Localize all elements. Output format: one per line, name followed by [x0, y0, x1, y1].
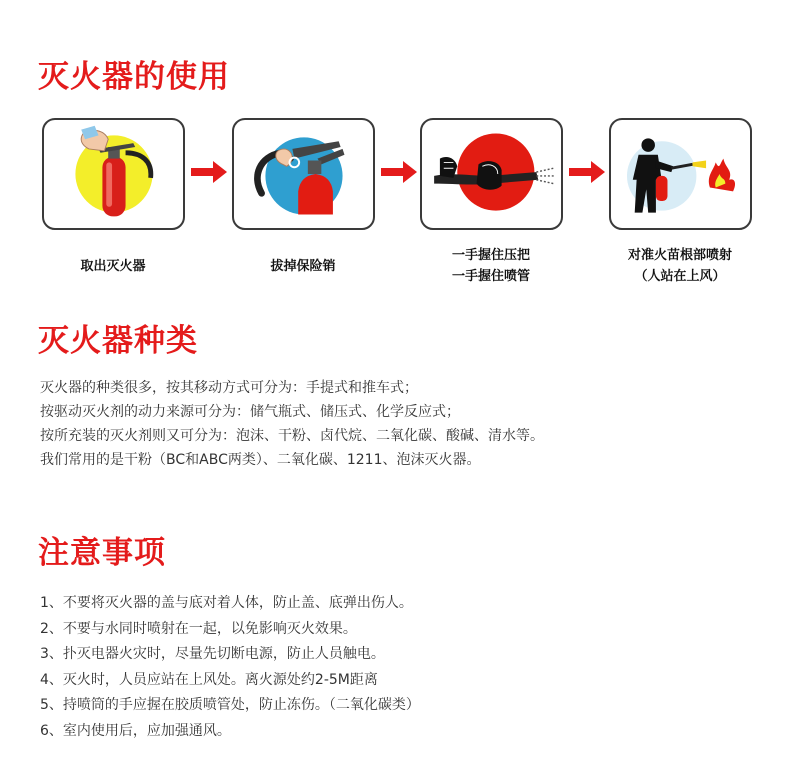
types-section-title: 灭火器种类 [38, 323, 198, 359]
step-spray-image [609, 118, 752, 230]
step-caption-line: 拔掉保险销 [270, 259, 336, 274]
note-item: 4、灭火时，人员应站在上风处。离火源处约2-5M距离 [40, 671, 378, 688]
paragraph-line: 灭火器的种类很多，按其移动方式可分为：手提式和推车式； [40, 380, 418, 396]
next-arrow-icon [379, 160, 419, 184]
step-caption-line: （人站在上风） [634, 269, 726, 284]
step-caption [213, 256, 393, 277]
pull-pin-icon [234, 120, 373, 228]
notes-list [40, 591, 420, 745]
paragraph-line: 按所充装的灭火剂则又可分为：泡沫、干粉、卤代烷、二氧化碳、酸碱、清水等。 [40, 428, 544, 444]
step-caption-line: 一手握住喷管 [451, 269, 530, 284]
step-caption-line: 一手握住压把 [451, 248, 530, 263]
note-item: 2、不要与水同时喷射在一起，以免影响灭火效果。 [40, 620, 357, 637]
step-take-out-image [42, 118, 185, 230]
note-item: 3、扑灭电器火灾时，尽量先切断电源，防止人员触电。 [40, 646, 385, 663]
step-pull-pin-image [232, 118, 375, 230]
next-arrow-icon [189, 160, 229, 184]
next-arrow-icon [567, 160, 607, 184]
notes-section-title: 注意事项 [38, 535, 166, 571]
step-caption [590, 245, 770, 287]
note-item: 1、不要将灭火器的盖与底对着人体，防止盖、底弹出伤人。 [40, 595, 413, 611]
extinguisher-in-hand-icon [44, 120, 183, 228]
step-caption-line: 取出灭火器 [80, 259, 146, 274]
step-caption [401, 245, 581, 287]
types-paragraph [40, 376, 544, 472]
paragraph-line: 我们常用的是干粉（BC和ABC两类）、二氧化碳、1211、泡沫灭火器。 [40, 452, 481, 468]
usage-section-title: 灭火器的使用 [38, 59, 230, 95]
step-caption-line: 对准火苗根部喷射 [627, 248, 732, 263]
step-grip-image [420, 118, 563, 230]
step-caption [23, 256, 203, 277]
note-item: 5、持喷筒的手应握在胶质喷管处，防止冻伤。（二氧化碳类） [40, 697, 420, 714]
grip-nozzle-icon [422, 120, 561, 228]
spray-fire-icon [611, 120, 750, 228]
note-item: 6、室内使用后，应加强通风。 [40, 722, 231, 739]
paragraph-line: 按驱动灭火剂的动力来源可分为：储气瓶式、储压式、化学反应式； [40, 404, 460, 420]
